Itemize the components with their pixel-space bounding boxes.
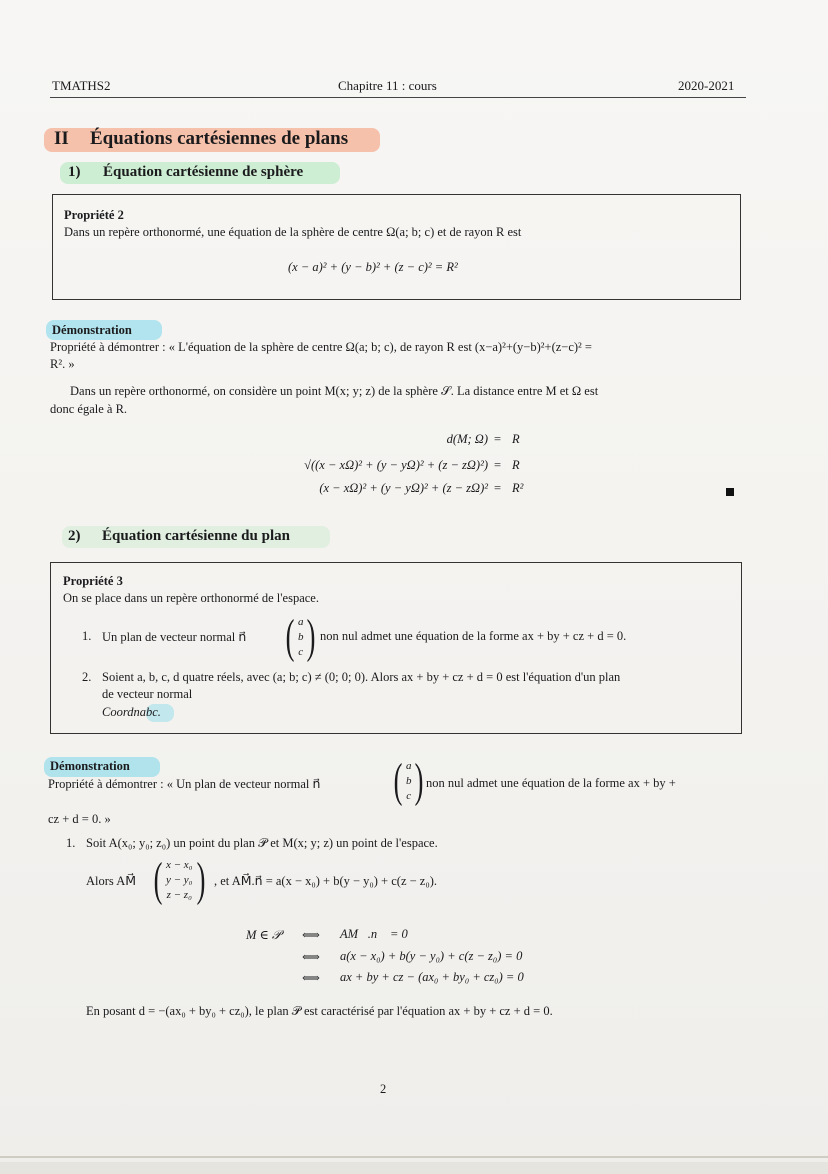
demo2-eq1-rhs: AM⃗.n⃗ = 0: [340, 927, 408, 941]
demo1-row2-rhs: R: [512, 458, 520, 472]
page-number: 2: [380, 1082, 387, 1096]
demo2-item1-text: Soit A(x₀; y₀; z₀) un point du plan 𝒫 et M(x; y; z) un point de l'espace.: [86, 836, 438, 850]
demo2-item1-number: 1.: [66, 836, 76, 850]
header-center: Chapitre 11 : cours: [338, 78, 437, 93]
sub2-title: Équation cartésienne du plan: [102, 528, 290, 544]
demo2-alors-b: , et AM⃗.n⃗ = a(x − x₀) + b(y − y₀) + c(z − z₀).: [214, 874, 437, 888]
demo1-row3-lhs: (x − xΩ)² + (y − yΩ)² + (z − zΩ)²: [319, 481, 488, 495]
section-title: Équations cartésiennes de plans: [90, 128, 349, 149]
property-3-item1-text-b: non nul admet une équation de la forme ax + by + cz + d = 0.: [320, 629, 627, 643]
property-3-item1-text-a: Un plan de vecteur normal n⃗: [102, 630, 247, 644]
demo1-row1-lhs: d(M; Ω): [446, 432, 488, 446]
demo2-vec-a: a: [405, 759, 412, 772]
property-3-item1-number: 1.: [82, 629, 92, 643]
demo2-vec-c: c: [406, 789, 412, 802]
demo1-row3-rhs: R²: [512, 481, 524, 495]
property-3-item2-text-a: Soient a, b, c, d quatre réels, avec (a; b; c) ≠ (0; 0; 0). Alors ax + by + cz + d = 0 est l'équation d'un plan: [102, 670, 621, 684]
section-number: II: [54, 128, 69, 149]
property-2-equation: (x − a)² + (y − b)² + (z − c)² = R²: [288, 260, 458, 274]
demo2-line1-a: Propriété à démontrer : « Un plan de vecteur normal n⃗: [48, 777, 321, 791]
demo1-row2-op: =: [494, 458, 502, 472]
property-3-item2-number: 2.: [82, 670, 92, 684]
header-left: TMATHS2: [52, 78, 111, 93]
demo1-row1-op: =: [494, 432, 502, 446]
am-y: y − y₀: [165, 873, 193, 886]
demo2-vec-b: b: [405, 774, 412, 787]
vec-b: b: [297, 630, 304, 643]
header-right: 2020-2021: [678, 78, 735, 93]
sub2-number: 2): [68, 528, 81, 544]
demo2-eq1-op: ⟺: [302, 928, 320, 942]
property-3-item2-text-c: Coordnabc.: [102, 705, 161, 719]
property-3-title: Propriété 3: [63, 574, 123, 588]
demo2-eq3-op: ⟺: [302, 971, 320, 985]
demo2-eq2-op: ⟺: [302, 950, 320, 964]
property-3-item2-text-b: de vecteur normal: [102, 687, 193, 701]
property-2-box: [52, 194, 741, 300]
demo2-line1-b: non nul admet une équation de la forme ax + by +: [426, 776, 676, 790]
bottom-margin-strip: [0, 1162, 828, 1174]
am-x: x − x₀: [165, 858, 193, 871]
demo1-row3-op: =: [494, 481, 502, 495]
demo2-alors: Alors AM⃗: [86, 874, 137, 888]
demo2-line2: cz + d = 0. »: [48, 812, 111, 826]
demo2-eq3-rhs: ax + by + cz − (ax₀ + by₀ + cz₀) = 0: [340, 970, 524, 984]
bottom-edge-line: [0, 1156, 828, 1158]
property-2-title: Propriété 2: [64, 208, 124, 222]
demo1-title: Démonstration: [52, 323, 132, 337]
vec-c: c: [298, 645, 304, 658]
demo1-line2: R². »: [50, 357, 75, 371]
property-2-text: Dans un repère orthonormé, une équation de la sphère de centre Ω(a; b; c) et de rayon R est: [64, 225, 522, 239]
qed-square: [726, 488, 734, 496]
demo2-title: Démonstration: [50, 759, 130, 773]
demo2-normal-vector: ( a b c ): [393, 754, 424, 807]
vec-a: a: [297, 615, 304, 628]
demo2-eq1-lhs: M ∈ 𝒫: [246, 928, 281, 942]
property-3-normal-vector: ( a b c ): [285, 610, 316, 663]
am-z: z − z₀: [166, 888, 192, 901]
demo1-row1-rhs: R: [512, 432, 520, 446]
demo2-conclusion: En posant d = −(ax₀ + by₀ + cz₀), le plan 𝒫 est caractérisé par l'équation ax + by + cz + d = 0.: [86, 1004, 553, 1018]
demo1-line1: Propriété à démontrer : « L'équation de la sphère de centre Ω(a; b; c), de rayon R est (x−a)²+(y−b)²+(z−c)² =: [50, 340, 592, 354]
am-vector: ( x − x₀ y − y₀ z − z₀ ): [153, 853, 205, 906]
demo1-row2-lhs: √((x − xΩ)² + (y − yΩ)² + (z − zΩ)²): [304, 458, 488, 472]
sub1-title: Équation cartésienne de sphère: [103, 164, 304, 180]
demo1-para1: Dans un repère orthonormé, on considère un point M(x; y; z) de la sphère 𝒮. La distance entre M et Ω est: [70, 384, 599, 398]
property-3-intro: On se place dans un repère orthonormé de l'espace.: [63, 591, 319, 605]
demo2-eq2-rhs: a(x − x₀) + b(y − y₀) + c(z − z₀) = 0: [340, 949, 523, 963]
sub1-number: 1): [68, 164, 81, 180]
demo1-para2: donc égale à R.: [50, 402, 128, 416]
header-rule: [50, 97, 746, 98]
